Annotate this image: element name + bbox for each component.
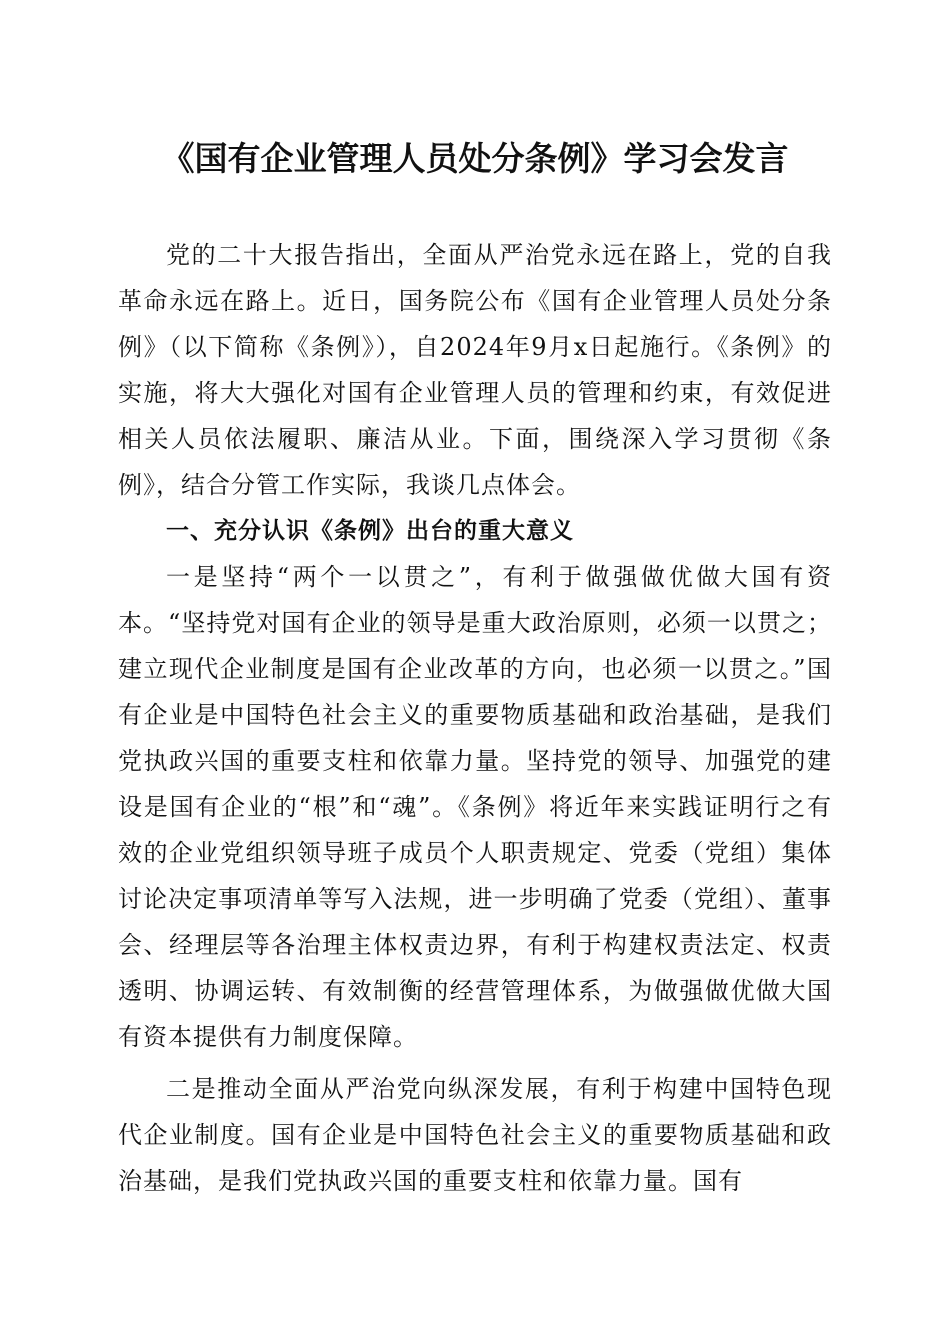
document-title: 《国有企业管理人员处分条例》学习会发言	[161, 139, 789, 178]
body-paragraph: 二是推动全面从严治党向纵深发展，有利于构建中国特色现代企业制度。国有企业是中国特色社会主义的重要物质基础和政治基础，是我们党执政兴国的重要支柱和依靠力量。国有	[118, 1075, 832, 1195]
section-heading: 一、充分认识《条例》出台的重大意义	[166, 518, 574, 544]
document-body	[118, 232, 832, 1204]
body-paragraph: 一是坚持“两个一以贯之”，有利于做强做优做大国有资本。“坚持党对国有企业的领导是重大政治原则，必须一以贯之；建立现代企业制度是国有企业改革的方向，也必须一以贯之。”国有企业是中国特色社会主义的重要物质基础和政治基础，是我们党执政兴国的重要支柱和依靠力量。坚持党的领导、加强党的建设是国有企业的“根”和“魂”。《条例》将近年来实践证明行之有效的企业党组织领导班子成员个人职责规定、党委（党组）集体讨论决定事项清单等写入法规，进一步明确了党委（党组）、董事会、经理层等各治理主体权责边界，有利于构建权责法定、权责透明、协调运转、有效制衡的经营管理体系，为做强做优做大国有资本提供有力制度保障。	[118, 563, 832, 1051]
intro-paragraph: 党的二十大报告指出，全面从严治党永远在路上，党的自我革命永远在路上。近日，国务院公布《国有企业管理人员处分条例》（以下简称《条例》），自2024年9月x日起施行。《条例》的实施，将大大强化对国有企业管理人员的管理和约束，有效促进相关人员依法履职、廉洁从业。下面，围绕深入学习贯彻《条例》，结合分管工作实际，我谈几点体会。	[118, 241, 832, 499]
